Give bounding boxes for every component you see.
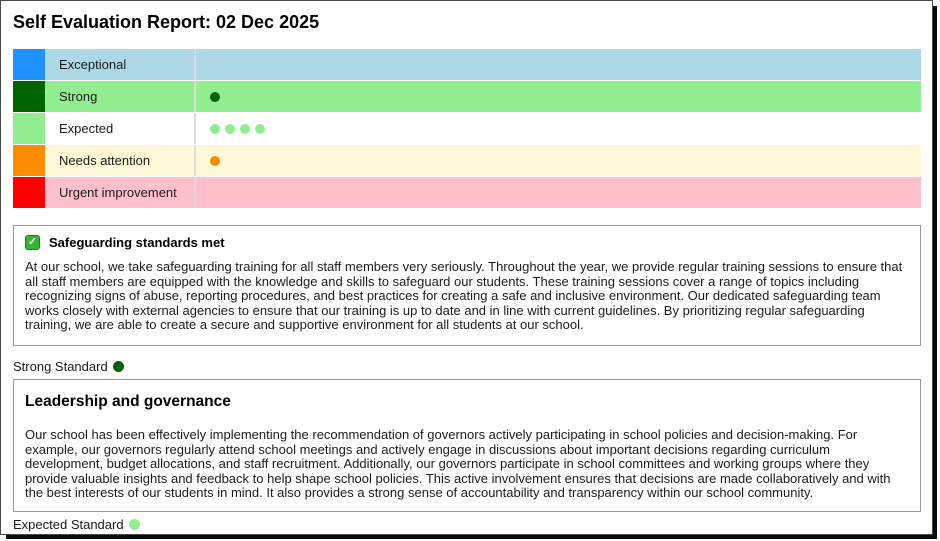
strong-standard-label: Strong Standard xyxy=(13,358,108,374)
rating-dots-cell xyxy=(194,49,921,80)
rating-swatch-needs-attention xyxy=(13,145,45,176)
rating-dot xyxy=(210,156,220,166)
rating-swatch-expected xyxy=(13,113,45,144)
page-title: Self Evaluation Report: 02 Dec 2025 xyxy=(13,12,320,32)
legend-row-expected xyxy=(13,113,921,144)
rating-dot xyxy=(210,124,220,134)
rating-dots-cell xyxy=(194,145,921,176)
safeguarding-body-text: At our school, we take safeguarding training for all staff members very seriously. Throughout the year, we provide regular training sessions to ensure that all staff members are equipped with the knowledge and skills to safeguard our students. These training sessions cover a range of topics including recognizing signs of abuse, reporting procedures, and best practices for creating a safe and inclusive environment. Our dedicated safeguarding team works closely with external agencies to ensure that our training is up to date and in line with current guidelines. By prioritizing regular safeguarding training, we are able to create a secure and supportive environment for all students at our school. xyxy=(25,259,903,333)
leadership-heading: Leadership and governance xyxy=(25,392,231,410)
leadership-body-text: Our school has been effectively implementing the recommendation of governors actively participating in school policies and decision-making. For example, our governors regularly attend school meetings and actively engage in discussions about important decisions regarding curriculum development, budget allocations, and staff recruitment. Additionally, our governors participate in school committees and working groups where they provide valuable insights and feedback to help shape school policies. This active involvement ensures that decisions are made collaboratively and with the best interests of our students in mind. It also provides a strong sense of accountability and transparency within our school community. xyxy=(25,426,891,501)
rating-dots-cell xyxy=(194,113,921,144)
legend-row-needs-attention xyxy=(13,145,921,176)
rating-dot xyxy=(255,124,265,134)
rating-label: Urgent improvement xyxy=(59,185,177,200)
rating-swatch-exceptional xyxy=(13,49,45,80)
expected-standard-dot xyxy=(129,519,140,530)
rating-swatch-strong xyxy=(13,81,45,112)
rating-dots-cell xyxy=(194,177,921,208)
rating-label: Exceptional xyxy=(59,57,127,72)
rating-label: Needs attention xyxy=(59,153,151,168)
safeguarding-title: Safeguarding standards met xyxy=(49,235,225,250)
rating-legend-table xyxy=(13,49,921,208)
rating-dots-cell xyxy=(194,81,921,112)
rating-label: Expected xyxy=(59,121,114,136)
rating-dot xyxy=(210,92,220,102)
legend-row-strong xyxy=(13,81,921,112)
checkbox-checked-icon: ✓ xyxy=(25,235,40,250)
rating-dot xyxy=(240,124,250,134)
leadership-section-box xyxy=(13,379,921,512)
rating-label: Strong xyxy=(59,89,98,104)
strong-standard-dot xyxy=(113,361,124,372)
rating-dot xyxy=(225,124,235,134)
rating-swatch-urgent-improvement xyxy=(13,177,45,208)
strong-standard-line xyxy=(13,359,921,375)
expected-standard-label: Expected Standard xyxy=(13,516,124,532)
safeguarding-section-box xyxy=(13,225,921,346)
expected-standard-line xyxy=(13,517,921,533)
legend-row-exceptional xyxy=(13,49,921,80)
legend-row-urgent-improvement xyxy=(13,177,921,208)
safeguarding-header xyxy=(25,235,909,250)
